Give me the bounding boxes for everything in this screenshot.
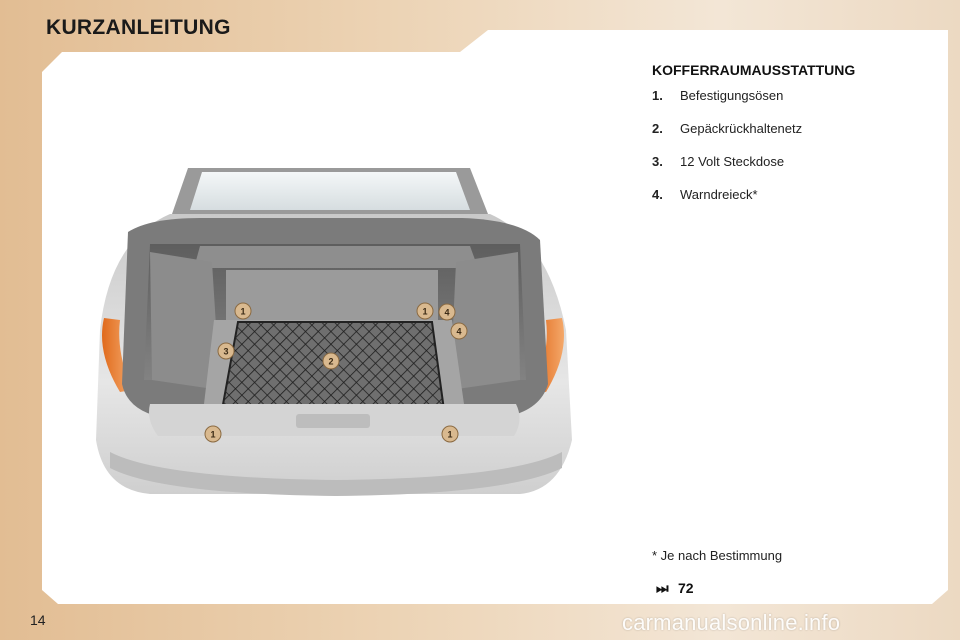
item-number: 2. [652, 121, 663, 136]
item-label: Warndreieck* [680, 187, 758, 202]
page-title: KURZANLEITUNG [46, 16, 231, 39]
svg-text:1: 1 [240, 306, 246, 317]
svg-text:4: 4 [456, 326, 462, 337]
watermark: carmanualsonline.info [622, 610, 841, 635]
svg-text:4: 4 [444, 307, 450, 318]
item-number: 1. [652, 88, 663, 103]
callout-1-bottom-left [205, 426, 221, 442]
callout-1-bottom-right [442, 426, 458, 442]
item-label: 12 Volt Steckdose [680, 154, 785, 169]
footnote: * Je nach Bestimmung [652, 548, 783, 563]
callout-3 [218, 343, 234, 359]
list-item [652, 154, 784, 169]
item-label: Befestigungsösen [680, 88, 784, 103]
list-item [652, 187, 758, 202]
svg-text:2: 2 [328, 356, 334, 367]
svg-text:1: 1 [422, 306, 428, 317]
item-label: Gepäckrückhaltenetz [680, 121, 803, 136]
page-number: 14 [30, 612, 46, 628]
callout-4-upper [439, 304, 455, 320]
callout-1-top-right [417, 303, 433, 319]
svg-text:1: 1 [447, 429, 453, 440]
reference-page: 72 [678, 580, 694, 596]
item-number: 3. [652, 154, 663, 169]
svg-text:3: 3 [223, 346, 229, 357]
svg-text:1: 1 [210, 429, 216, 440]
list-item [652, 88, 783, 103]
page-reference[interactable] [656, 580, 694, 597]
skip-forward-icon: ⏭ [656, 580, 669, 596]
section-title: KOFFERRAUMAUSSTATTUNG [652, 62, 856, 78]
item-number: 4. [652, 187, 663, 202]
list-item [652, 121, 802, 136]
callout-1-top-left [235, 303, 251, 319]
callout-2 [323, 353, 339, 369]
callout-4-lower [451, 323, 467, 339]
